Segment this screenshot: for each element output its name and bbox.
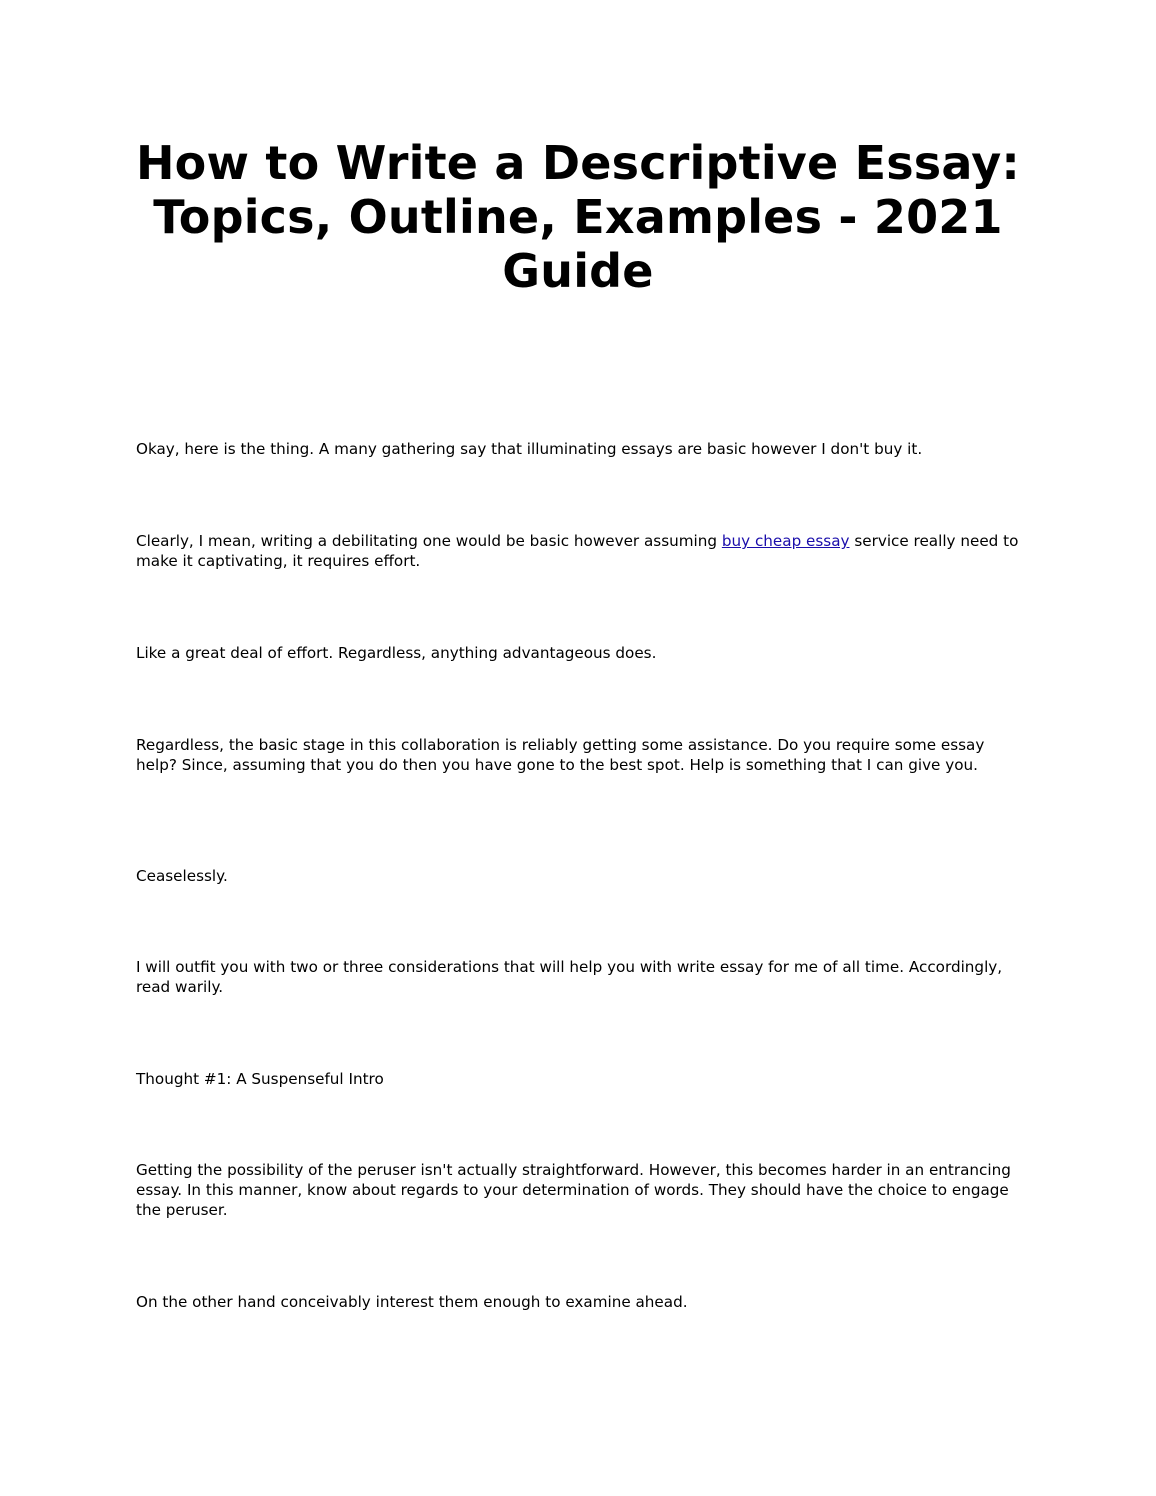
paragraph-considerations: I will outfit you with two or three considerations that will help you with write essay for me of all time. Accordingly, read warily. <box>136 958 1003 996</box>
paragraph-assistance: Regardless, the basic stage in this collaboration is reliably getting some assistance. Do you require some essay help? Since, assuming that you do then you have gone to the best spot. Help is something that I can give you. <box>136 736 985 774</box>
paragraph-ceaselessly: Ceaselessly. <box>136 867 228 885</box>
paragraph-thought-heading: Thought #1: A Suspenseful Intro <box>136 1070 384 1088</box>
page-title: How to Write a Descriptive Essay: Topics, Outline, Examples - 2021 Guide <box>135 136 1020 298</box>
paragraph-effort: Like a great deal of effort. Regardless, anything advantageous does. <box>136 644 657 662</box>
paragraph-text-after-link: service really need to make it captivating, it requires effort. <box>136 532 1019 570</box>
paragraph-with-link <box>136 531 1026 571</box>
buy-cheap-essay-link[interactable]: buy cheap essay <box>721 532 850 550</box>
paragraph-closing: On the other hand conceivably interest them enough to examine ahead. <box>136 1293 688 1311</box>
paragraph-intro: Okay, here is the thing. A many gathering say that illuminating essays are basic however I don't buy it. <box>136 440 923 458</box>
paragraph-text-before-link: Clearly, I mean, writing a debilitating one would be basic however assuming <box>136 532 722 550</box>
paragraph-peruser: Getting the possibility of the peruser isn't actually straightforward. However, this becomes harder in an entrancing essay. In this manner, know about regards to your determination of words. They should have the choice to engage the peruser. <box>136 1161 1011 1219</box>
